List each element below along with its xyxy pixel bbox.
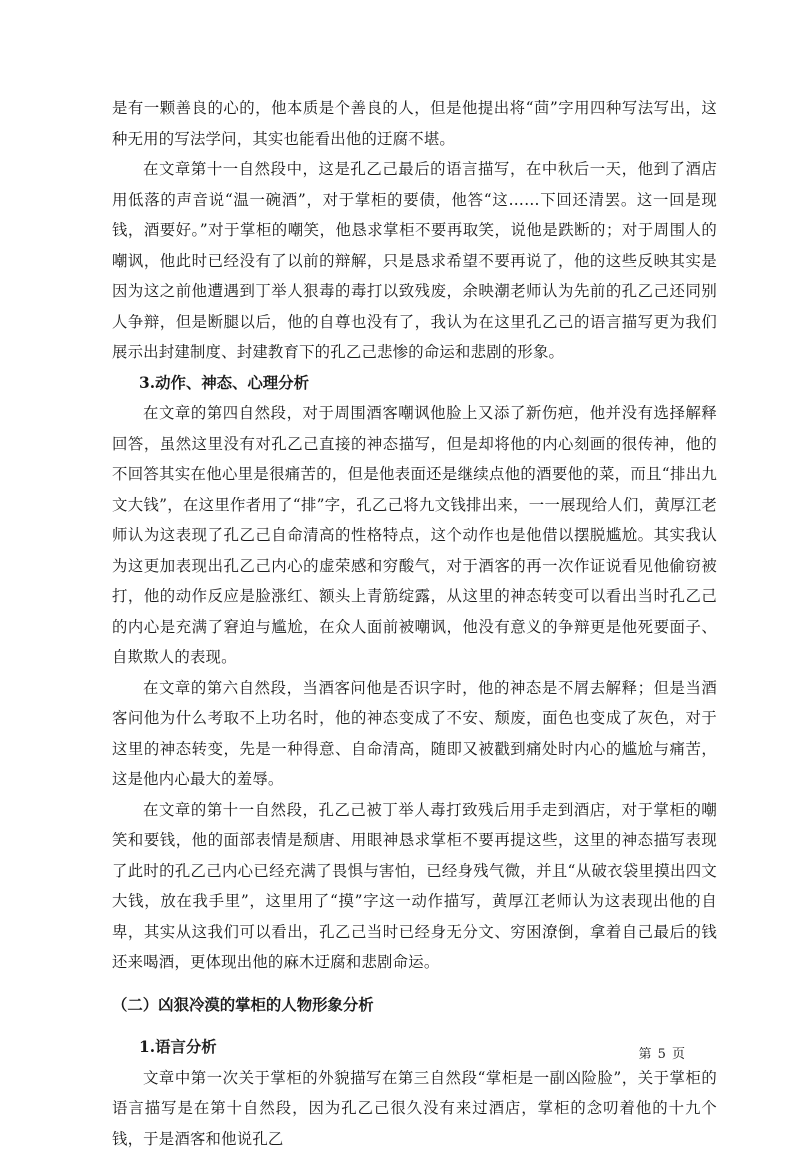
paragraph-eleventh-section-action: 在文章的第十一自然段，孔乙己被丁举人毒打致残后用手走到酒店，对于掌柜的嘲笑和要钱，他的面部表情是颓唐、用眼神恳求掌柜不要再提这些，这里的神态描写表现了此时的孔乙己内心已经充满了畏惧与害怕，已经身残气微，并且“从破衣袋里摸出四文大钱，放在我手里”，这里用了“摸”字这一动作描写，黄厚江老师认为这表现出他的自卑，其实从这我们可以看出，孔乙己当时已经身无分文、穷困潦倒，拿着自己最后的钱还来喝酒，更体现出他的麻木迂腐和悲剧命运。 xyxy=(112,795,717,978)
document-body xyxy=(112,93,717,1154)
paragraph-eleventh-section-language: 在文章第十一自然段中，这是孔乙己最后的语言描写，在中秋后一天，他到了酒店用低落的声音说“温一碗酒”，对于掌柜的要债，他答“这……下回还清罢。这一回是现钱，酒要好。”对于掌柜的嘲笑，他恳求掌柜不要再取笑，说他是跌断的；对于周围人的嘲讽，他此时已经没有了以前的辩解，只是恳求希望不要再说了，他的这些反映其实是因为这之前他遭遇到丁举人狠毒的毒打以致残废，余映潮老师认为先前的孔乙己还同别人争辩，但是断腿以后，他的自尊也没有了，我认为在这里孔乙己的语言描写更为我们展示出封建制度、封建教育下的孔乙己悲惨的命运和悲剧的形象。 xyxy=(112,154,717,368)
section-heading-shopkeeper: （二）凶狠冷漠的掌柜的人物形象分析 xyxy=(112,990,717,1021)
subheading-action-expression-psychology: 3.动作、神态、心理分析 xyxy=(112,368,717,399)
paragraph-shopkeeper-language: 文章中第一次关于掌柜的外貌描写在第三自然段“掌柜是一副凶险脸”，关于掌柜的语言描写是在第十自然段，因为孔乙己很久没有来过酒店，掌柜的念叨着他的十九个钱，于是酒客和他说孔乙 xyxy=(112,1063,717,1154)
paragraph-sixth-section: 在文章的第六自然段，当酒客问他是否识字时，他的神态是不屑去解释；但是当酒客问他为什么考取不上功名时，他的神态变成了不安、颓废，面色也变成了灰色，对于这里的神态转变，先是一种得意、自命清高，随即又被戳到痛处时内心的尴尬与痛苦，这是他内心最大的羞辱。 xyxy=(112,673,717,795)
subheading-language-analysis: 1.语言分析 xyxy=(112,1032,717,1063)
paragraph-continuation: 是有一颗善良的心的，他本质是个善良的人，但是他提出将“茴”字用四种写法写出，这种无用的写法学问，其实也能看出他的迂腐不堪。 xyxy=(112,93,717,154)
page-number: 第 5 页 xyxy=(638,1043,686,1062)
paragraph-fourth-section: 在文章的第四自然段，对于周围酒客嘲讽他脸上又添了新伤疤，他并没有选择解释回答，虽然这里没有对孔乙己直接的神态描写，但是却将他的内心刻画的很传神，他的不回答其实在他心里是很痛苦的，但是他表面还是继续点他的酒要他的菜，而且“排出九文大钱”，在这里作者用了“排”字，孔乙己将九文钱排出来，一一展现给人们，黄厚江老师认为这表现了孔乙己自命清高的性格特点，这个动作也是他借以摆脱尴尬。其实我认为这更加表现出孔乙己内心的虚荣感和穷酸气，对于酒客的再一次作证说看见他偷窃被打，他的动作反应是脸涨红、额头上青筋绽露，从这里的神态转变可以看出当时孔乙己的内心是充满了窘迫与尴尬，在众人面前被嘲讽，他没有意义的争辩更是他死要面子、自欺欺人的表现。 xyxy=(112,398,717,673)
